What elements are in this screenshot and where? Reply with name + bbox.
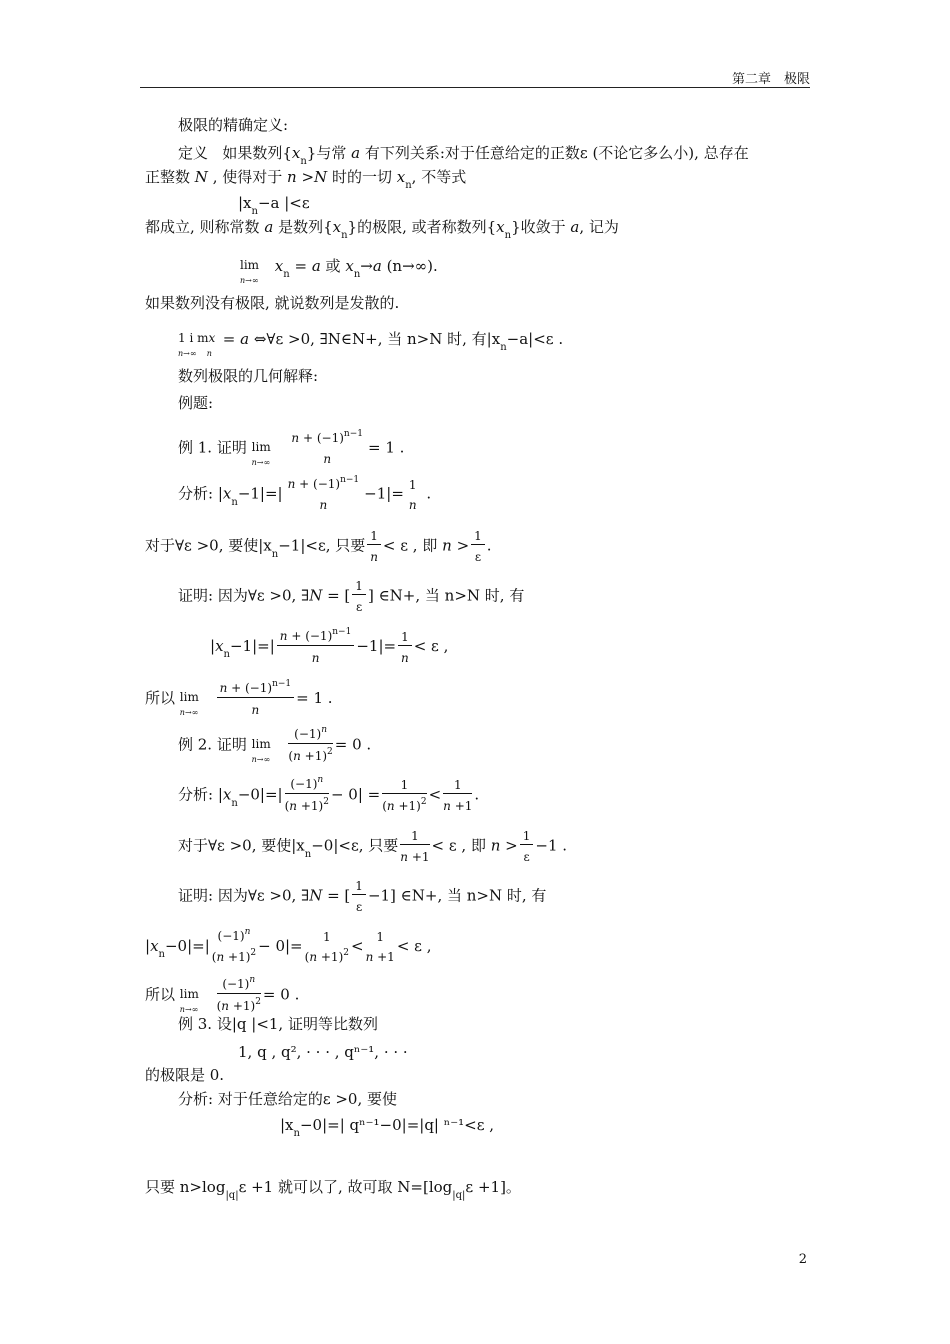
example-3-analysis: 分析: 对于任意给定的ε >0, 要使	[178, 1090, 398, 1108]
example-2-analysis: 分析: $|x_n-0|=|$ $\frac{(-1)^n}{(n +1)^2}$ − 0| = $\frac{1}{(n +1)^2}$ < $\frac{1}{n +1}$ .	[178, 775, 480, 813]
example-1-proof: 证明: 因为∀ε >0, ∃N = [ $\frac{1}{\varepsilon}$ ] ∈N+, 当 n>N 时, 有	[178, 579, 525, 614]
example-3-inequality: $|x_n-0|=|$ qⁿ⁻¹−0|=|q| ⁿ⁻¹<ε ,	[280, 1116, 495, 1139]
examples-heading: 例题:	[178, 394, 214, 412]
divergent-line: 如果数列没有极限, 就说数列是发散的.	[145, 294, 400, 312]
example-1-for-all: 对于∀ε >0, 要使$|x_n-1|<\varepsilon$, 只要 $\frac{1}{n}$ < ε , 即 n > $\frac{1}{\varepsilon}$ .	[145, 529, 492, 564]
example-3-final: 只要 $n>\log_{|q|}\varepsilon +1$ 就可以了, 故可取 $N=[\log_{|q|}\varepsilon +1]$。	[145, 1178, 521, 1201]
header-rule	[140, 87, 810, 88]
example-1-proof-inequality: $|x_n-1|=|$ $\frac{n + (-1)^{n-1}}{n}$ −1|= $\frac{1}{n}$ < ε ,	[210, 627, 449, 665]
example-2-conclusion: 所以 lim n→∞ $\frac{(-1)^n}{(n +1)^2}$ = 0 .	[145, 975, 300, 1014]
limit-notation: lim n→∞ $x_n = a$ 或 $x_n\to a$ (n→∞).	[240, 257, 438, 285]
definition-inequality: $|x_n-a$ |<ε	[238, 194, 310, 217]
page-number: 2	[798, 1252, 807, 1267]
definition-line-2: 正整数 N , 使得对于 n >N 时的一切 $x_n$, 不等式	[145, 168, 467, 191]
example-1-analysis: 分析: $|x_n-1|=|$ $n + (-1)^{n-1}$ n −1|= 1 n .	[178, 475, 432, 512]
example-3-limit: 的极限是 0.	[145, 1066, 225, 1084]
example-2-proof: 证明: 因为∀ε >0, ∃N = [ $\frac{1}{\varepsilon}$ −1] ∈N+, 当 n>N 时, 有	[178, 879, 547, 914]
heading: 极限的精确定义:	[178, 116, 289, 134]
running-header: 第二章 极限	[731, 72, 810, 87]
example-1: 例 1. 证明 lim n→∞ $n + (-1)^{n-1}$ n = 1 .	[178, 429, 405, 467]
example-3-sequence: 1, q , q², · · · , qⁿ⁻¹, · · ·	[238, 1043, 408, 1061]
definition-line-3: 都成立, 则称常数 a 是数列$\{x_n\}$的极限, 或者称数列$\{x_n\}$收敛于 a, 记为	[145, 218, 619, 241]
example-1-conclusion: 所以 lim n→∞ $\frac{n + (-1)^{n-1}}{n}$ = 1 .	[145, 679, 333, 717]
example-2-for-all: 对于∀ε >0, 要使$|x_n-0|<\varepsilon$, 只要 $\frac{1}{n +1}$ < ε , 即 n > $\frac{1}{\varepsilon}$ −1 .	[178, 829, 568, 864]
geometric-heading: 数列极限的几何解释:	[178, 367, 319, 385]
example-2-proof-inequality: $|x_n-0|=|$ $(-1)^n$ $(n +1)^2$ − 0|= 1 $(n +1)^2$ < 1 n +1 < ε ,	[145, 927, 432, 964]
example-2: 例 2. 证明 lim n→∞ $\frac{(-1)^n}{(n +1)^2}$ = 0 .	[178, 725, 372, 764]
definition-line-1: 定义 如果数列$\{x_n\}$与常 a 有下列关系:对于任意给定的正数ε (不论它多么小), 总存在	[178, 144, 749, 167]
symbolic-definition: 1 i mx n→∞ n = a ⇔∀ε >0, ∃N∈N+, 当 n>N 时, 有$|x_n-a|<\varepsilon$ .	[178, 330, 564, 358]
example-3: 例 3. 设|q |<1, 证明等比数列	[178, 1015, 378, 1033]
